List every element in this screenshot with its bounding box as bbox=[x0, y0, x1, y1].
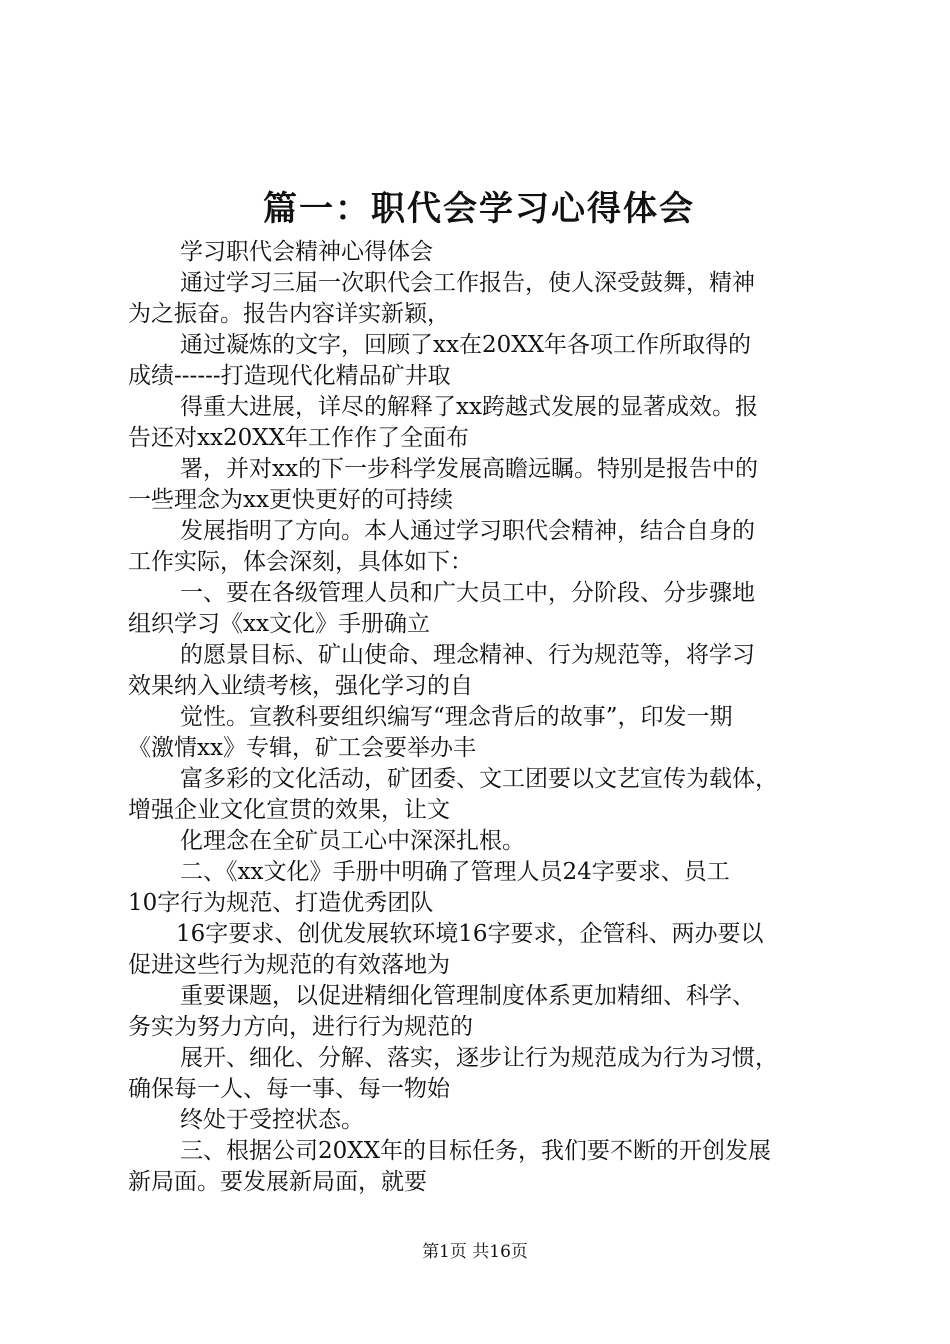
document-title: 篇一：职代会学习心得体会 bbox=[263, 189, 695, 229]
body-line: 重要课题，以促进精细化管理制度体系更加精细、科学、 bbox=[180, 983, 755, 1009]
body-line: 化理念在全矿员工心中深深扎根。 bbox=[180, 828, 525, 854]
body-line: 三、根据公司20XX年的目标任务，我们要不断的开创发展 bbox=[180, 1138, 772, 1164]
body-line: 务实为努力方向，进行行为规范的 bbox=[128, 1014, 473, 1040]
body-line: 增强企业文化宣贯的效果，让文 bbox=[128, 797, 450, 823]
body-line: 《激情xx》专辑，矿工会要举办丰 bbox=[128, 735, 476, 761]
body-line: 通过凝炼的文字，回顾了xx在20XX年各项工作所取得的 bbox=[180, 332, 751, 358]
body-line: 告还对xx20XX年工作作了全面布 bbox=[128, 425, 469, 451]
body-line: 确保每一人、每一事、每一物始 bbox=[128, 1076, 450, 1102]
body-line: 工作实际，体会深刻，具体如下： bbox=[128, 549, 473, 575]
body-line: 一些理念为xx更快更好的可持续 bbox=[128, 487, 453, 513]
body-line: 富多彩的文化活动，矿团委、文工团要以文艺宣传为载体， bbox=[180, 766, 778, 792]
body-line: 二、《xx文化》手册中明确了管理人员24字要求、员工 bbox=[180, 859, 730, 885]
body-line: 署，并对xx的下一步科学发展高瞻远瞩。特别是报告中的 bbox=[180, 456, 758, 482]
document-body bbox=[128, 237, 848, 1198]
body-line: 学习职代会精神心得体会 bbox=[180, 239, 433, 265]
body-line: 觉性。宣教科要组织编写“理念背后的故事”，印发一期 bbox=[180, 704, 733, 730]
body-line: 组织学习《xx文化》手册确立 bbox=[128, 611, 430, 637]
page-footer: 第1页 共16页 bbox=[422, 1242, 528, 1262]
body-line: 的愿景目标、矿山使命、理念精神、行为规范等，将学习 bbox=[180, 642, 755, 668]
body-line: 16字要求、创优发展软环境16字要求，企管科、两办要以 bbox=[176, 921, 764, 947]
body-line: 成绩------打造现代化精品矿井取 bbox=[128, 363, 451, 389]
body-line: 通过学习三届一次职代会工作报告，使人深受鼓舞，精神 bbox=[180, 270, 755, 296]
body-line: 促进这些行为规范的有效落地为 bbox=[128, 952, 450, 978]
body-line: 一、要在各级管理人员和广大员工中，分阶段、分步骤地 bbox=[180, 580, 755, 606]
body-line: 发展指明了方向。本人通过学习职代会精神，结合自身的 bbox=[180, 518, 755, 544]
body-line: 为之振奋。报告内容详实新颖， bbox=[128, 301, 450, 327]
body-line: 效果纳入业绩考核，强化学习的自 bbox=[128, 673, 473, 699]
body-line: 展开、细化、分解、落实，逐步让行为规范成为行为习惯， bbox=[180, 1045, 778, 1071]
body-line: 得重大进展，详尽的解释了xx跨越式发展的显著成效。报 bbox=[180, 394, 758, 420]
body-line: 终处于受控状态。 bbox=[180, 1107, 364, 1133]
body-line: 10字行为规范、打造优秀团队 bbox=[128, 890, 434, 916]
body-line: 新局面。要发展新局面，就要 bbox=[128, 1169, 427, 1195]
